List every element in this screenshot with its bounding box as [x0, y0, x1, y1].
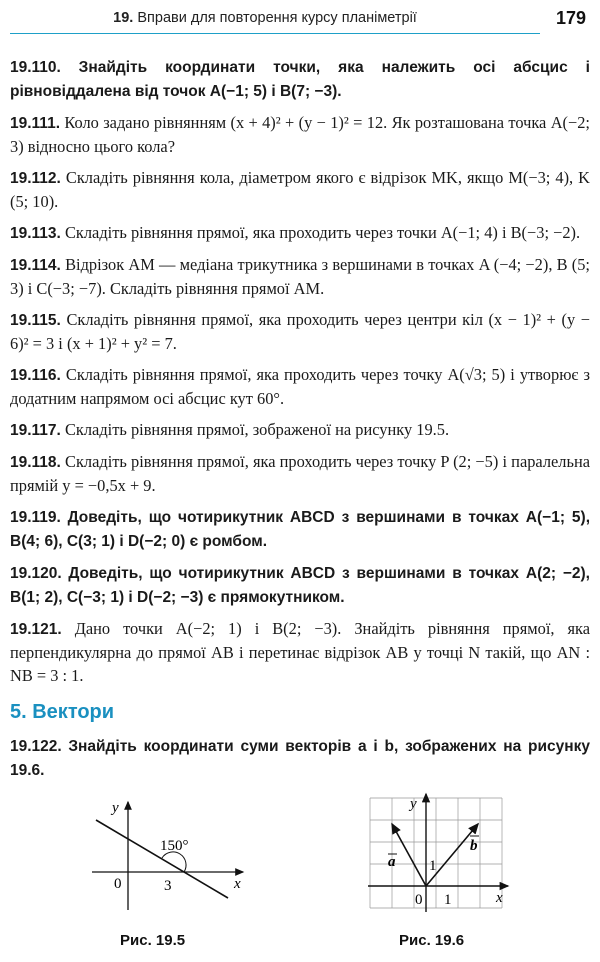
- x-label: x: [496, 890, 503, 906]
- origin-label: 0: [415, 892, 423, 908]
- exercise-number: 19.122.: [10, 738, 62, 755]
- page-content: [10, 55, 590, 790]
- grid: [370, 798, 502, 908]
- page-header: [0, 0, 600, 38]
- exercise-19-121: [10, 617, 590, 687]
- exercise-text: Складіть рівняння прямої, яка проходить через точки A(−1; 4) і B(−3; −2).: [64, 223, 581, 242]
- unit-x-label: 1: [444, 892, 452, 908]
- figures-area: [0, 790, 600, 962]
- exercise-19-111: [10, 111, 590, 158]
- exercise-number: 19.110.: [10, 59, 61, 76]
- exercise-text: Складіть рівняння прямої, зображеної на рисунку 19.5.: [64, 420, 450, 439]
- exercise-text: Відрізок AM — медіана трикутника з вершинами в точках A (−4; −2), B (5; 3) і C(−3; −7). Складіть рівняння прямої AM.: [10, 255, 590, 298]
- exercise-19-122: [10, 734, 590, 782]
- exercise-number: 19.113.: [10, 225, 61, 242]
- exercise-number: 19.117.: [10, 422, 61, 439]
- exercise-text: Складіть рівняння прямої, яка проходить через точку A(√3; 5) і утворює з додатним напрямом осі абсцис кут 60°.: [10, 365, 590, 408]
- exercise-number: 19.114.: [10, 257, 61, 274]
- exercise-number: 19.115.: [10, 312, 61, 329]
- exercise-number: 19.111.: [10, 115, 61, 132]
- exercise-19-118: [10, 450, 590, 497]
- exercise-text: Складіть рівняння кола, діаметром якого є відрізок MK, якщо M(−3; 4), K (5; 10).: [10, 168, 590, 211]
- exercise-number: 19.119.: [10, 509, 61, 526]
- caption-19-6: Рис. 19.6: [399, 932, 465, 949]
- exercise-text: Складіть рівняння прямої, яка проходить через точку P (2; −5) і паралельна прямій y = −0,5x + 9.: [10, 452, 590, 495]
- origin-label: 0: [114, 876, 122, 892]
- exercise-number: 19.120.: [10, 565, 62, 582]
- exercise-19-114: [10, 253, 590, 300]
- y-label: y: [410, 796, 417, 812]
- exercise-text: Складіть рівняння прямої, яка проходить через центри кіл (x − 1)² + (y − 6)² = 3 і (x + 1)² + y² = 7.: [10, 310, 590, 353]
- exercise-number: 19.112.: [10, 170, 61, 187]
- exercise-number: 19.121.: [10, 621, 62, 638]
- exercise-text: Доведіть, що чотирикутник ABCD з вершинами в точках A(−1; 5), B(4; 6), C(3; 1) і D(−2; 0) є ромбом.: [10, 509, 590, 550]
- section-title: 5. Вектори: [10, 701, 115, 723]
- unit-y-label: 1: [429, 858, 437, 874]
- vector-b-label: b: [470, 838, 478, 854]
- vector-b-arrow: [426, 824, 478, 886]
- chapter-number: 19.: [113, 10, 134, 26]
- exercise-number: 19.118.: [10, 454, 61, 471]
- caption-19-5: Рис. 19.5: [120, 932, 186, 949]
- chapter-title: Вправи для повторення курсу планіметрії: [137, 10, 417, 26]
- vector-a-label: a: [388, 854, 396, 870]
- running-title: [0, 10, 530, 26]
- exercise-text: Дано точки A(−2; 1) і B(2; −3). Знайдіть рівняння прямої, яка перпендикулярна до прямої AB і перетинає відрізок AB у точці N такій, що AN : NB = 3 : 1.: [10, 619, 590, 685]
- vector-a-arrow: [392, 824, 426, 886]
- exercise-text: Коло задано рівнянням (x + 4)² + (y − 1)² = 12. Як розташована точка A(−2; 3) відносно цього кола?: [10, 113, 590, 156]
- exercise-text: Доведіть, що чотирикутник ABCD з вершинами в точках A(2; −2), B(1; 2), C(−3; 1) і D(−2; −3) є прямокутником.: [10, 565, 590, 606]
- figure-19-6: [366, 790, 516, 925]
- exercise-number: 19.116.: [10, 367, 61, 384]
- y-label: y: [112, 800, 119, 816]
- exercise-text: Знайдіть координати суми векторів a і b, зображених на рисунку 19.6.: [10, 738, 591, 779]
- exercise-19-113: [10, 221, 590, 245]
- figure-19-5: [88, 798, 258, 918]
- exercise-19-117: [10, 418, 590, 442]
- exercise-19-112: [10, 166, 590, 213]
- angle-label: 150°: [160, 838, 189, 854]
- x-label: x: [234, 876, 241, 892]
- exercise-text: Знайдіть координати точки, яка належить осі абсцис і рівновіддалена від точок A(−1; 5) і B(7; −3).: [10, 59, 590, 100]
- exercise-19-120: [10, 561, 590, 609]
- header-rule: [10, 33, 540, 34]
- x-intercept-label: 3: [164, 878, 172, 894]
- exercise-19-116: [10, 363, 590, 410]
- exercise-19-115: [10, 308, 590, 355]
- page-number: 179: [555, 8, 586, 28]
- exercise-19-110: [10, 55, 590, 103]
- exercise-19-119: [10, 505, 590, 553]
